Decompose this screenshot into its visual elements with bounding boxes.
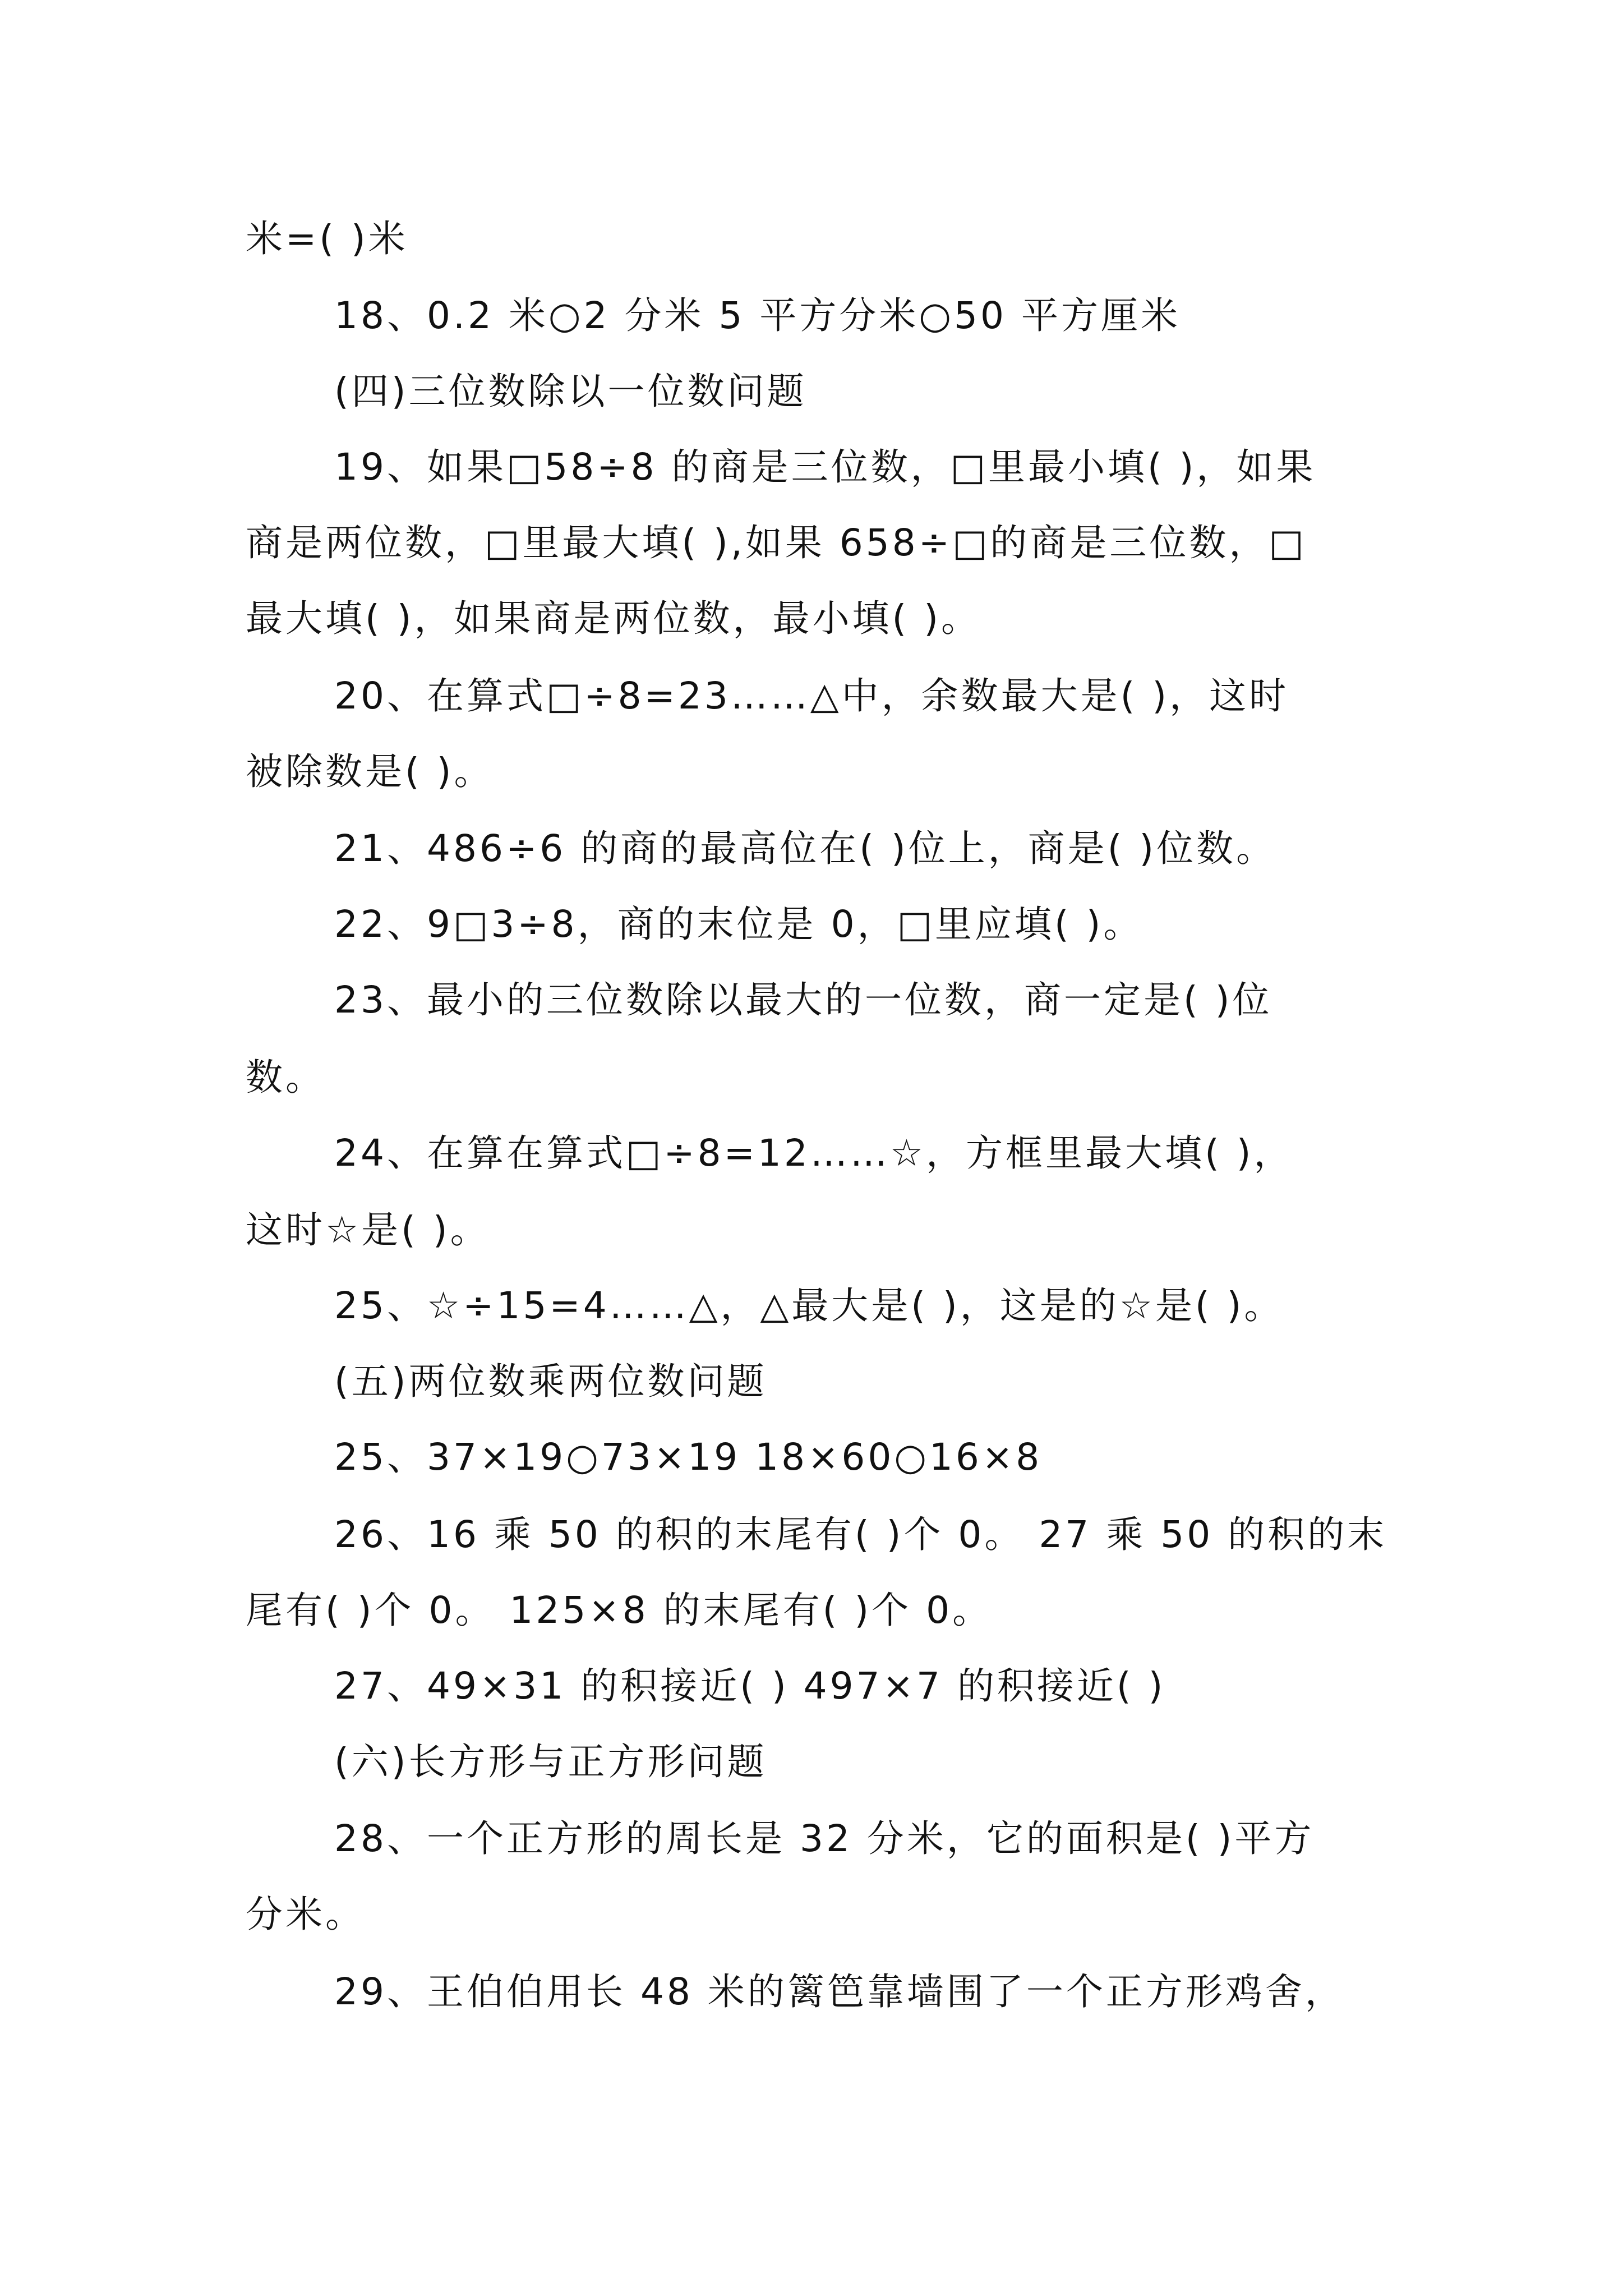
text-line: 尾有( )个 0。 125×8 的末尾有( )个 0。 — [246, 1589, 993, 1632]
text-line: 分米。 — [246, 1893, 365, 1936]
text-line: 22、9□3÷8，商的末位是 0，□里应填( )。 — [334, 903, 1144, 946]
text-line: 最大填( )，如果商是两位数，最小填( )。 — [246, 597, 981, 640]
text-line: 18、0.2 米○2 分米 5 平方分米○50 平方厘米 — [334, 294, 1181, 337]
section-heading: (六)长方形与正方形问题 — [334, 1740, 767, 1783]
text-line: 这时☆是( )。 — [246, 1208, 490, 1251]
text-line: 29、王伯伯用长 48 米的篱笆靠墙围了一个正方形鸡舍， — [334, 1970, 1345, 2013]
text-line: 24、在算在算式□÷8=12……☆，方框里最大填( )， — [334, 1131, 1294, 1175]
text-line: 26、16 乘 50 的积的末尾有( )个 0。 27 乘 50 的积的末 — [334, 1513, 1387, 1556]
text-line: 数。 — [246, 1056, 325, 1099]
text-line: 23、最小的三位数除以最大的一位数，商一定是( )位 — [334, 978, 1272, 1022]
text-line: 27、49×31 的积接近( ) 497×7 的积接近( ) — [334, 1664, 1166, 1708]
text-line: 19、如果□58÷8 的商是三位数，□里最小填( )，如果 — [334, 445, 1316, 489]
text-line: 被除数是( )。 — [246, 750, 494, 793]
section-heading: (五)两位数乘两位数问题 — [334, 1360, 767, 1403]
text-line: 商是两位数，□里最大填( ),如果 658÷□的商是三位数，□ — [246, 521, 1307, 564]
text-line: 20、在算式□÷8=23……△中，余数最大是( )，这时 — [334, 674, 1289, 717]
text-line: 28、一个正方形的周长是 32 分米，它的面积是( )平方 — [334, 1817, 1315, 1860]
text-line: 25、☆÷15=4……△，△最大是( )，这是的☆是( )。 — [334, 1284, 1284, 1327]
section-heading: (四)三位数除以一位数问题 — [334, 370, 807, 413]
text-line: 25、37×19○73×19 18×60○16×8 — [334, 1435, 1043, 1479]
text-line: 米=( )米 — [246, 217, 408, 260]
text-line: 21、486÷6 的商的最高位在( )位上，商是( )位数。 — [334, 827, 1276, 870]
